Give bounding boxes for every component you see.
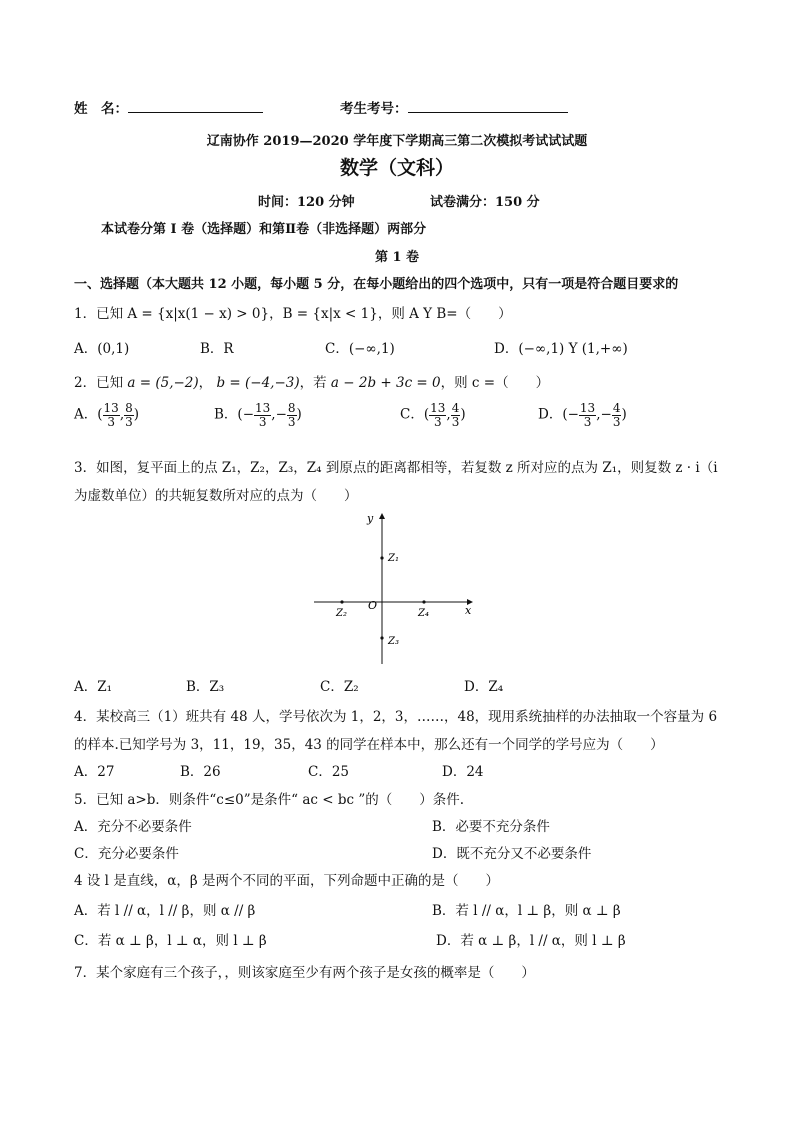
option-sign: − xyxy=(242,406,255,423)
paper-structure-note: 本试卷分第 I 卷（选择题）和第Ⅱ卷（非选择题）两部分 xyxy=(101,222,427,237)
question-1-option-b: B．R xyxy=(200,341,234,357)
question-1-option-d: D．(−∞,1) Y (1,+∞) xyxy=(494,341,628,357)
volume-label: 第 1 卷 xyxy=(374,250,420,265)
fraction xyxy=(451,402,461,428)
numerator: 8 xyxy=(125,401,133,415)
denominator: 3 xyxy=(125,414,133,429)
question-3-option-d: D．Z₄ xyxy=(464,679,504,695)
point-z2-label: Z₂ xyxy=(336,608,347,619)
question-3-option-b: B．Z₃ xyxy=(186,679,225,695)
numerator: 4 xyxy=(612,401,621,415)
question-2-option-d: D．(− $\frac{13}{3}$ ,− $\frac{4}{3}$ ) xyxy=(538,401,627,429)
denominator: 3 xyxy=(287,414,296,429)
point-z3 xyxy=(380,636,383,639)
fraction xyxy=(254,402,271,428)
denominator: 3 xyxy=(258,414,267,429)
question-5-option-b: B．必要不充分条件 xyxy=(432,819,550,835)
option-sign: − xyxy=(600,406,612,423)
question-5-option-d: D．既不充分又不必要条件 xyxy=(432,846,592,862)
denominator: 3 xyxy=(107,414,115,429)
subject-title: 数学（文科） xyxy=(339,157,454,179)
complex-plane-figure xyxy=(300,506,490,668)
fraction xyxy=(579,402,596,428)
numerator: 13 xyxy=(103,401,119,415)
numerator: 13 xyxy=(430,401,446,415)
question-2-end: ，则 c =（ ） xyxy=(440,375,550,391)
question-4-line-2: 的样本.已知学号为 3，11，19，35，43 的同学在样本中，那么还有一个同学的学号应为（ ） xyxy=(74,737,664,753)
denominator: 3 xyxy=(433,414,442,429)
exam-number-label: 考生考号： xyxy=(340,101,408,117)
question-5-option-a: A．充分不必要条件 xyxy=(74,819,192,835)
point-z4 xyxy=(422,600,425,603)
question-2-vector-b: b = (−4,−3) xyxy=(216,375,300,391)
question-4-option-d: D．24 xyxy=(442,764,484,780)
exam-title: 辽南协作 2019—2020 学年度下学期高三第二次模拟考试试试题 xyxy=(206,134,588,149)
option-sign: − xyxy=(567,406,579,423)
option-sign: − xyxy=(275,406,287,423)
denominator: 3 xyxy=(583,414,592,429)
denominator: 3 xyxy=(612,414,621,429)
question-3-option-c: C．Z₂ xyxy=(320,679,359,695)
question-6-stem: 4 设 l 是直线，α，β 是两个不同的平面，下列命题中正确的是（ ） xyxy=(74,873,499,889)
fraction xyxy=(124,402,134,428)
question-2-option-c: C．( $\frac{13}{3}$ , $\frac{4}{3}$ ) xyxy=(400,401,466,429)
name-field-row xyxy=(74,97,263,117)
numerator: 13 xyxy=(255,401,271,415)
point-z3-label: Z₃ xyxy=(388,636,399,647)
question-6-option-d: D．若 α ⊥ β，l // α，则 l ⊥ β xyxy=(436,933,626,949)
question-3-option-a: A．Z₁ xyxy=(74,679,113,695)
question-1-option-a: A．(0,1) xyxy=(74,341,130,357)
question-3-line-1: 3．如图，复平面上的点 Z₁，Z₂，Z₃，Z₄ 到原点的距离都相等，若复数 z 所对应的点为 Z₁，则复数 z · i（i xyxy=(74,460,718,476)
numerator: 8 xyxy=(287,401,296,415)
point-z1 xyxy=(380,556,383,559)
question-6-option-c: C．若 α ⊥ β，l ⊥ α，则 l ⊥ β xyxy=(74,933,267,949)
question-5-option-c: C．充分必要条件 xyxy=(74,846,179,862)
question-3-line-2: 为虚数单位）的共轭复数所对应的点为（ ） xyxy=(74,488,358,504)
question-4-option-c: C．25 xyxy=(308,764,350,780)
question-2-option-a: A．( $\frac{13}{3}$ , $\frac{8}{3}$ ) xyxy=(74,401,140,429)
point-z2 xyxy=(340,600,343,603)
y-axis-label: y xyxy=(367,512,374,525)
exam-number-row xyxy=(340,97,568,117)
question-1-stem: 1．已知 A = {x|x(1 − x) > 0}，B = {x|x < 1}，则 A Y B=（ ） xyxy=(74,306,512,322)
origin-label: O xyxy=(368,599,378,612)
question-2-equation: a − 2b + 3c = 0 xyxy=(330,375,441,391)
fraction xyxy=(612,402,622,428)
question-7-stem: 7．某个家庭有三个孩子，，则该家庭至少有两个孩子是女孩的概率是（ ） xyxy=(74,965,535,981)
exam-number-input-line xyxy=(408,99,568,113)
question-4-line-1: 4．某校高三（1）班共有 48 人，学号依次为 1，2，3，……，48，现用系统抽样的办法抽取一个容量为 6 xyxy=(74,709,718,725)
question-4-option-b: B．26 xyxy=(180,764,221,780)
question-5-stem: 5．已知 a>b．则条件“c≤0”是条件“ ac < bc ”的（ ）条件. xyxy=(74,792,465,808)
fraction xyxy=(429,402,446,428)
question-2-option-b: B．(− $\frac{13}{3}$ ,− $\frac{8}{3}$ ) xyxy=(214,401,302,429)
question-2-stem: 2．已知 a = (5,−2)， b = (−4,−3)，若 a − 2b + 3c = 0，则 c =（ ） xyxy=(74,375,550,391)
point-z1-label: Z₁ xyxy=(388,553,399,564)
exam-full-score: 试卷满分：150 分 xyxy=(430,195,540,210)
option-label: D． xyxy=(538,406,563,423)
name-label: 姓 名： xyxy=(74,101,128,117)
name-input-line xyxy=(128,99,263,113)
option-label: C． xyxy=(400,406,424,423)
question-2-prefix: 2．已知 xyxy=(74,375,124,391)
fraction xyxy=(103,402,120,428)
question-1-option-c: C．(−∞,1) xyxy=(325,341,395,357)
option-label: B． xyxy=(214,406,238,423)
numerator: 4 xyxy=(451,401,460,415)
question-2-mid: ，若 xyxy=(299,375,327,391)
question-6-option-a: A．若 l // α，l // β，则 α // β xyxy=(74,903,256,919)
section-title: 一、选择题（本大题共 12 小题，每小题 5 分，在每小题给出的四个选项中，只有一项是符合题目要求的 xyxy=(74,277,679,292)
question-4-option-a: A．27 xyxy=(74,764,115,780)
option-label: A． xyxy=(74,406,98,423)
question-2-vector-a: a = (5,−2) xyxy=(127,375,199,391)
question-6-option-b: B．若 l // α，l ⊥ β，则 α ⊥ β xyxy=(432,903,621,919)
numerator: 13 xyxy=(579,401,596,415)
x-axis-label: x xyxy=(465,604,472,617)
denominator: 3 xyxy=(451,414,460,429)
point-z4-label: Z₄ xyxy=(418,608,429,619)
exam-time: 时间：120 分钟 xyxy=(258,195,355,210)
fraction xyxy=(287,402,297,428)
